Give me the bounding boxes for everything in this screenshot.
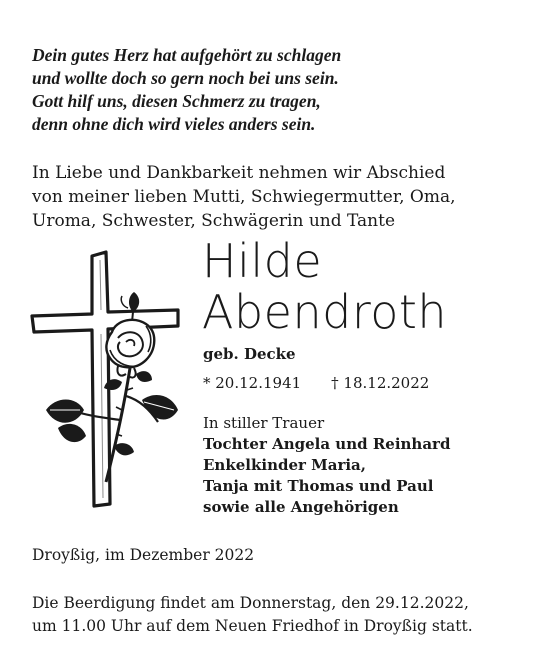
farewell-intro	[32, 161, 532, 233]
first-name: Hilde	[202, 234, 323, 288]
mourners-intro: In stiller Trauer	[203, 414, 325, 432]
mourner-line: Tochter Angela und Reinhard	[203, 435, 451, 453]
funeral-line: Die Beerdigung findet am Donnerstag, den 29.12.2022,	[32, 594, 469, 612]
intro-line: In Liebe und Dankbarkeit nehmen wir Abschied	[32, 163, 446, 183]
poem-line: Dein gutes Herz hat aufgehört zu schlagen	[32, 45, 342, 65]
last-name: Abendroth	[202, 285, 448, 339]
mourner-line: Tanja mit Thomas und Paul	[203, 477, 434, 495]
funeral-line: um 11.00 Uhr auf dem Neuen Friedhof in Droyßig statt.	[32, 617, 473, 635]
mourners-list	[203, 413, 450, 518]
cross-with-rose-icon	[30, 250, 180, 512]
maiden-name: geb. Decke	[203, 345, 296, 363]
memorial-poem	[32, 44, 532, 136]
poem-line: denn ohne dich wird vieles anders sein.	[32, 114, 316, 134]
funeral-info	[32, 592, 473, 638]
birth-date: * 20.12.1941	[203, 374, 302, 392]
place-and-date: Droyßig, im Dezember 2022	[32, 546, 255, 564]
poem-line: und wollte doch so gern noch bei uns sein.	[32, 68, 339, 88]
intro-line: Uroma, Schwester, Schwägerin und Tante	[32, 211, 396, 231]
mourner-line: sowie alle Angehörigen	[203, 498, 399, 516]
life-dates	[203, 373, 429, 393]
intro-line: von meiner lieben Mutti, Schwiegermutter, Oma,	[32, 187, 456, 207]
mourner-line: Enkelkinder Maria,	[203, 456, 366, 474]
death-date: † 18.12.2022	[331, 374, 430, 392]
deceased-name	[202, 236, 447, 338]
poem-line: Gott hilf uns, diesen Schmerz zu tragen,	[32, 91, 321, 111]
